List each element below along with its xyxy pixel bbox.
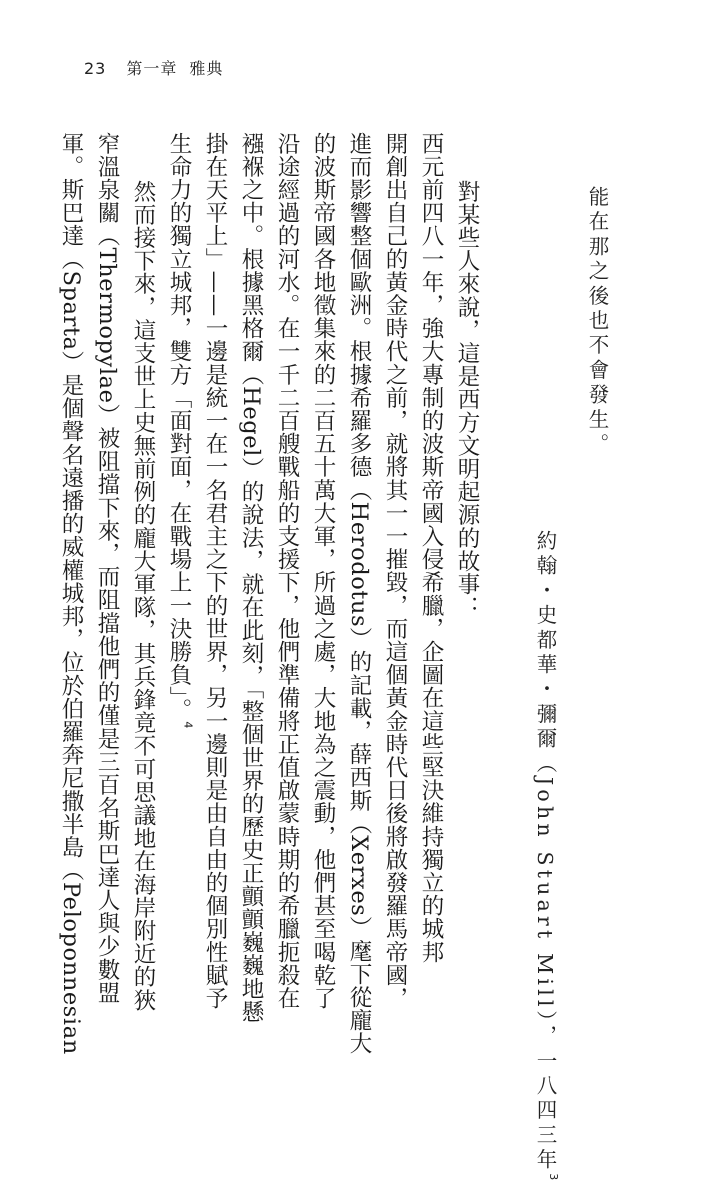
body-column-1: 對某些人來說，這是西方文明起源的故事： <box>454 180 480 619</box>
footnote-marker: 3 <box>546 1173 560 1180</box>
chapter-title: 雅典 <box>189 59 224 78</box>
body-column-2: 西元前四八一年，強大專制的波斯帝國入侵希臘，企圖在這些堅決維持獨立的城邦 <box>418 132 444 964</box>
chapter-number: 第一章 <box>126 59 178 78</box>
body-column-7: 襁褓之中。根據黑格爾（Hegel）的說法，就在此刻，「整個世界的歷史正顫顫巍巍地懸 <box>238 132 264 1024</box>
running-header <box>84 56 223 79</box>
page-number: 23 <box>84 59 107 78</box>
body-column-6: 沿途經過的河水。在一千二百艘戰船的支援下，他們準備將正值啟蒙時期的希臘扼殺在 <box>274 132 300 1010</box>
body-column-5: 的波斯帝國各地徵集來的二百五十萬大軍，所過之處，大地為之震動，他們甚至喝乾了 <box>310 132 336 1010</box>
body-column-10: 然而接下來，這支世上史無前例的龐大軍隊，其兵鋒竟不可思議地在海岸附近的狹 <box>130 180 156 1012</box>
body-column-9: 生命力的獨立城邦，雙方「面對面，在戰場上一決勝負」。$^4$ <box>166 132 195 729</box>
epigraph-quote: 能在那之後也不會發生。 <box>585 186 609 458</box>
body-column-3: 開創出自己的黃金時代之前，就將其一一摧毀，而這個黃金時代日後將啟發羅馬帝國， <box>382 132 408 1010</box>
body-column-11: 窄溫泉關（Thermopylae）被阻擋下來，而阻擋他們的僅是三百名斯巴達人與少數盟 <box>94 132 120 1005</box>
epigraph-attribution <box>530 530 560 1180</box>
body-column-4: 進而影響整個歐洲。根據希羅多德（Herodotus）的記載，薛西斯（Xerxes）麾下從龐大 <box>346 132 372 1056</box>
epigraph-attribution-text: 約翰・史都華・彌爾（John Stuart Mill），一八四三年 <box>533 530 557 1174</box>
footnote-marker: 4 <box>181 721 195 729</box>
body-column-8: 掛在天平上」——一邊是統一在一名君主之下的世界，另一邊則是由自由的個別性賦予 <box>202 132 228 1010</box>
body-column-12: 軍。斯巴達（Sparta）是個聲名遠播的威權城邦，位於伯羅奔尼撒半島（Peloponnesian <box>58 132 84 1055</box>
